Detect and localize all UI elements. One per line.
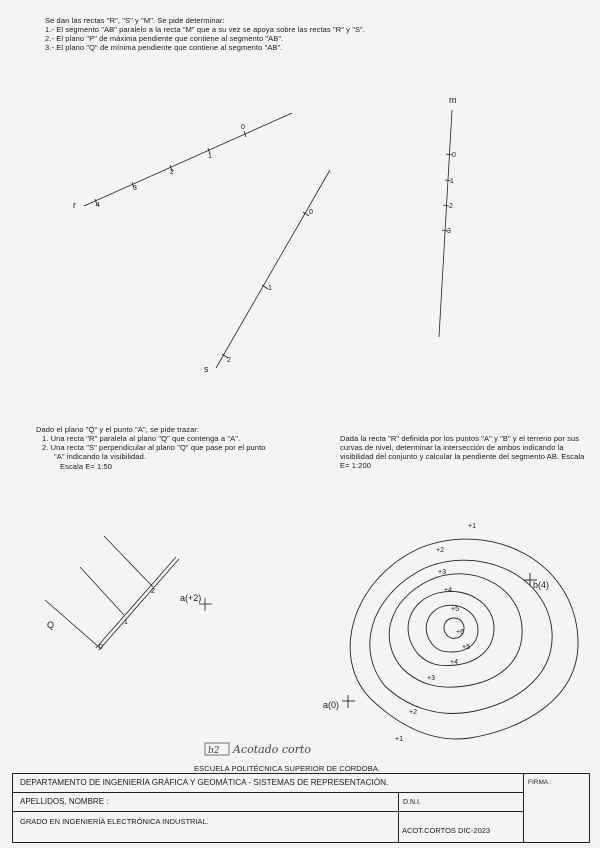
handwriting-text: Acotado corto — [233, 743, 311, 756]
tick-s-1: 1 — [268, 285, 272, 292]
contour-label-top-plus6: +6 — [456, 629, 464, 636]
contour-label-top-plus2: +2 — [436, 547, 444, 554]
point-a0-label: a(0) — [323, 700, 340, 710]
plane-q-edge-1 — [96, 557, 176, 648]
contour-plus4 — [408, 591, 494, 665]
contour-label-top-plus3: +3 — [438, 569, 446, 576]
label-m: m — [449, 95, 457, 105]
problem2-item2b: "A" indicando la visibilidad. — [54, 452, 147, 461]
firma-text: FIRMA : — [528, 779, 552, 786]
problem2-item2a: 2. Una recta "S" perpendicular al plano "Q" que pase por el punto — [42, 443, 266, 452]
line-m — [439, 110, 452, 337]
dni-text: D.N.I. — [403, 799, 421, 806]
point-a-label: a(+2) — [180, 593, 202, 603]
handwritten-note — [205, 743, 311, 756]
label-s: s — [204, 364, 209, 374]
school-name: ESCUELA POLITÉCNICA SUPERIOR DE CORDOBA. — [194, 764, 381, 773]
contour-map — [342, 539, 578, 739]
contour-label-bottom-plus2: +2 — [409, 709, 417, 716]
grado-text: GRADO EN INGENIERÍA ELECTRÓNICA INDUSTRIAL. — [20, 817, 209, 826]
contour-plus1 — [350, 539, 578, 739]
contour-label-bottom-plus4: +4 — [450, 659, 458, 666]
tick-s-0: 0 — [309, 209, 313, 216]
problem3-text: Dada la recta "R" definida por los puntos "A" y "B" y el terreno por sus curvas de nivel, determinar la intersección de ambos indicando la visibilidad del conjunto y calcular la pendiente del segmento AB. Escala E= 1:200 — [340, 434, 585, 470]
problem1-item3: 3.- El plano "Q" de mínima pendiente que contiene al segmento "AB". — [45, 43, 283, 52]
problem1-item1: 1.- El segmento "AB" paralelo a la recta "M" que a su vez se apoya sobre las rectas "R" y "S". — [45, 25, 366, 34]
problem1-intro: Se dan las rectas "R", "S" y "M". Se pide determinar: — [45, 16, 225, 25]
tick-r-3: 3 — [133, 185, 137, 192]
point-b4-label: b(4) — [533, 580, 550, 590]
tick-q-0: 0 — [99, 644, 103, 651]
contour-label-top-plus5: +5 — [451, 606, 459, 613]
contour-label-top-plus4: +4 — [444, 587, 452, 594]
problem1-item2: 2.- El plano "P" de máxima pendiente que contiene al segmento "AB". — [45, 34, 284, 43]
tick-r-4: 4 — [96, 202, 100, 209]
tick-m-0: 0 — [452, 152, 456, 159]
contour-label-bottom-plus3: +3 — [427, 675, 435, 682]
tick-r-1: 1 — [208, 153, 212, 160]
code-text: ACOT.CORTOS DIC-2023 — [402, 826, 491, 835]
tick-s-2: 2 — [227, 357, 231, 364]
problem2-intro: Dado el plano "Q" y el punto "A", se pide trazar: — [36, 425, 200, 434]
contour-label-bottom-plus5: +5 — [462, 644, 470, 651]
label-r: r — [73, 200, 76, 210]
problem2-item1: 1. Una recta "R" paralela al plano "Q" que contenga a "A". — [42, 434, 241, 443]
tick-q-1: 1 — [124, 619, 128, 626]
tick-r-2: 2 — [170, 169, 174, 176]
contour-plus2 — [370, 560, 552, 713]
tick-m-2: 2 — [449, 203, 453, 210]
tick-m-1: 1 — [450, 178, 454, 185]
department-text: DEPARTAMENTO DE INGENIERÍA GRÁFICA Y GEOMÁTICA - SISTEMAS DE REPRESENTACIÓN. — [20, 778, 389, 787]
contour-label-top-plus1: +1 — [468, 523, 476, 530]
line-s — [216, 170, 330, 368]
tick-m-3: 3 — [447, 228, 451, 235]
line-r — [84, 113, 292, 206]
label-q: Q — [47, 620, 55, 630]
contour-label-bottom-plus1: +1 — [395, 736, 403, 743]
tick-q-2: 2 — [151, 588, 155, 595]
title-cell-grado — [12, 811, 399, 843]
tick-r-0: 0 — [241, 124, 245, 131]
handwriting-box-text: b2 — [208, 746, 220, 756]
apellidos-text: APELLIDOS, NOMBRE : — [20, 797, 109, 806]
problem2-scale: Escala E= 1:50 — [60, 462, 113, 471]
